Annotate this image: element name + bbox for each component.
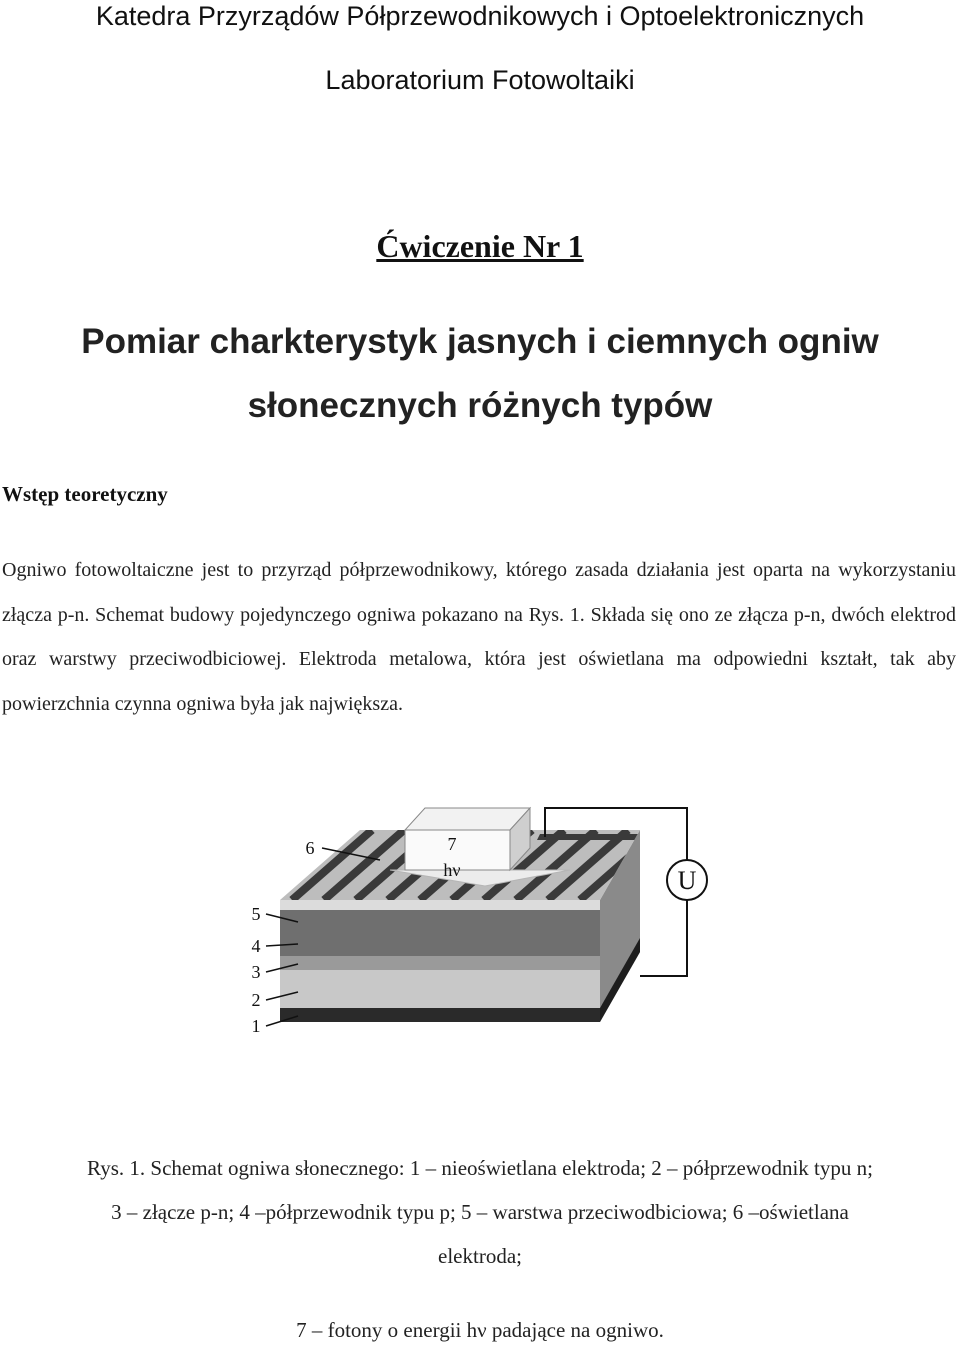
exercise-number: Ćwiczenie Nr 1: [376, 228, 584, 264]
label-1: 1: [251, 1016, 261, 1036]
label-6: 6: [305, 838, 315, 858]
label-2: 2: [251, 990, 261, 1010]
photon-block-top: [405, 808, 530, 830]
solar-cell-diagram: [240, 800, 720, 1050]
label-4: 4: [251, 936, 261, 956]
voltmeter-label: U: [677, 866, 697, 895]
cell-side-layers: [280, 900, 600, 1022]
figure-caption-line-4: 7 – fotony o energii hν padające na ogniwo.: [296, 1318, 664, 1342]
label-hv: hν: [443, 860, 461, 880]
lab-header: Laboratorium Fotowoltaiki: [325, 65, 635, 95]
title-line-2: słonecznych różnych typów: [247, 386, 713, 425]
electrode-busbar: [537, 834, 640, 840]
layer-1-back-electrode: [280, 1008, 600, 1022]
figure-caption-line-2: 3 – złącze p-n; 4 –półprzewodnik typu p; 5 – warstwa przeciwodbiciowa; 6 –oświetlana: [111, 1200, 849, 1224]
circuit-wire-bottom: [640, 900, 687, 976]
label-5: 5: [251, 904, 261, 924]
label-7: 7: [447, 834, 457, 854]
layer-2-n-type: [280, 970, 600, 1008]
layer-4-p-type: [280, 910, 600, 956]
label-3: 3: [251, 962, 261, 982]
department-header: Katedra Przyrządów Półprzewodnikowych i Optoelektronicznych: [95, 1, 865, 31]
title-line-1: Pomiar charkterystyk jasnych i ciemnych ogniw: [81, 322, 879, 361]
figure-caption-line-1: Rys. 1. Schemat ogniwa słonecznego: 1 – nieoświetlana elektroda; 2 – półprzewodnik typu n;: [87, 1156, 873, 1180]
figure-caption-line-3: elektroda;: [438, 1244, 522, 1268]
layer-5-antireflection: [280, 900, 600, 910]
layer-3-junction: [280, 956, 600, 970]
section-heading: Wstęp teoretyczny: [2, 482, 168, 506]
intro-paragraph: Ogniwo fotowoltaiczne jest to przyrząd półprzewodnikowy, którego zasada działania jest oparta na wykorzystaniu złącza p-n. Schemat budowy pojedynczego ogniwa pokazano na Rys. 1. Składa się ono ze złącza p-n, dwóch elektrod oraz warstwy przeciwodbiciowej. Elektroda metalowa, która jest oświetlana ma odpowiedni kształt, tak aby powierzchnia czynna ogniwa była jak największa.: [2, 559, 956, 715]
